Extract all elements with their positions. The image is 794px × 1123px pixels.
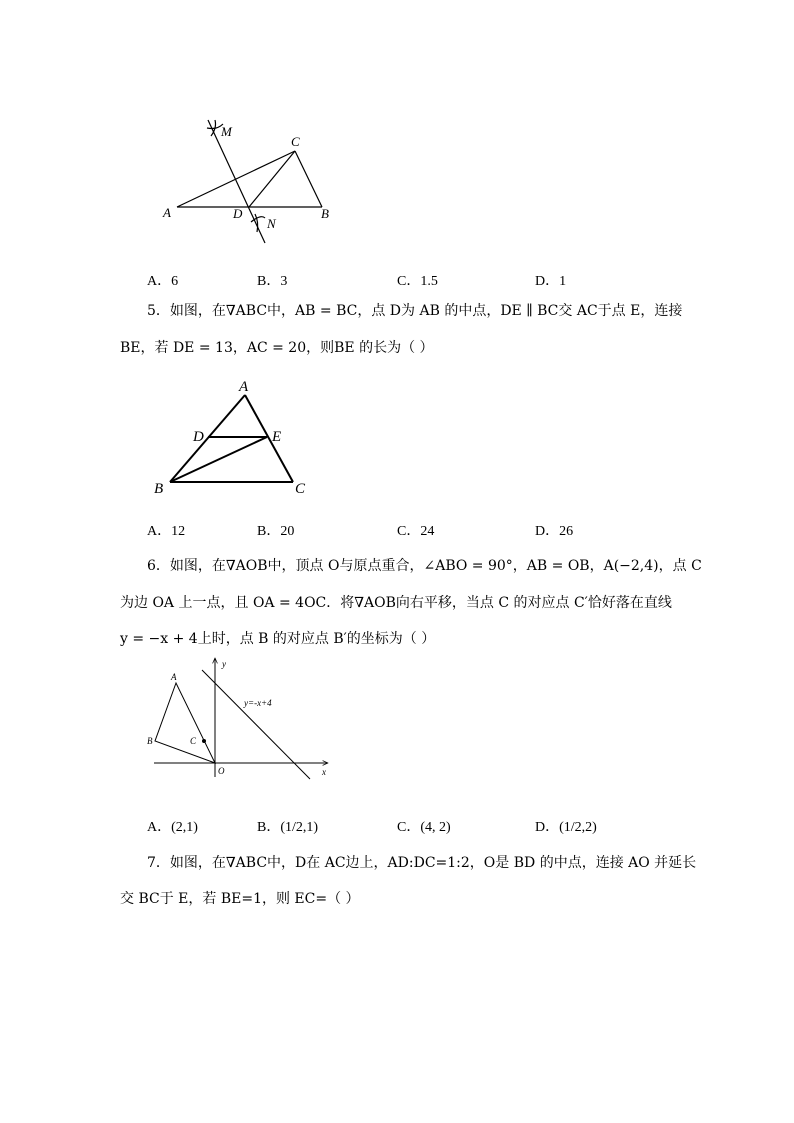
q5-text-line1: 5．如图，在∇ABC中，AB = BC，点 D为 AB 的中点，DE ∥ BC交 AC于点 E，连接 xyxy=(147,303,683,319)
label-d: D xyxy=(193,429,204,445)
label-x: x xyxy=(322,767,326,777)
triangle-aob xyxy=(155,683,215,763)
point-c xyxy=(202,739,206,743)
q6-text-line2: 为边 OA 上一点，且 OA = 4OC．将∇AOB向右平移，当点 C 的对应点 C′恰好落在直线 xyxy=(120,595,672,611)
q6-option-d: D．(1/2,2) xyxy=(535,820,597,835)
label-e: E xyxy=(272,429,282,445)
label-y: y xyxy=(222,659,226,669)
label-c: C xyxy=(190,736,197,746)
q4-option-a: A．6 xyxy=(147,274,179,289)
label-c: C xyxy=(295,481,306,497)
label-a: A xyxy=(163,205,171,220)
segment-cd xyxy=(249,151,295,207)
q5-text-line2: BE，若 DE = 13，AC = 20，则BE 的长为（ ） xyxy=(120,340,434,356)
segment-be xyxy=(170,437,267,482)
figure-q5 xyxy=(150,375,320,500)
q6-option-a: A．(2,1) xyxy=(147,820,198,835)
label-n: N xyxy=(267,216,276,231)
label-b: B xyxy=(154,481,164,497)
label-b: B xyxy=(147,736,153,746)
line-label: y=-x+4 xyxy=(244,698,272,708)
q7-text-line1: 7．如图，在∇ABC中，D在 AC边上，AD:DC=1:2，O是 BD 的中点，连接 AO 并延长 xyxy=(147,855,697,871)
q4-option-b: B．3 xyxy=(257,274,288,289)
q5-option-b: B．20 xyxy=(257,524,295,539)
q7-text-line2: 交 BC于 E，若 BE=1，则 EC=（ ） xyxy=(120,891,360,907)
label-d: D xyxy=(233,206,243,221)
label-c: C xyxy=(291,134,300,149)
figure-q6 xyxy=(140,652,340,782)
side-ab xyxy=(170,395,245,482)
label-a: A xyxy=(171,672,177,682)
q4-option-d: D．1 xyxy=(535,274,567,289)
label-o: O xyxy=(218,766,225,776)
q4-option-c: C．1.5 xyxy=(397,274,438,289)
label-b: B xyxy=(321,206,329,221)
q5-option-d: D．26 xyxy=(535,524,574,539)
q5-option-a: A．12 xyxy=(147,524,186,539)
q6-option-b: B．(1/2,1) xyxy=(257,820,319,835)
perpendicular-bisector-mn xyxy=(208,120,265,243)
label-m: M xyxy=(221,124,232,139)
segment-cb xyxy=(295,151,322,207)
label-a: A xyxy=(239,379,249,395)
q6-text-line3: y = −x + 4上时，点 B 的对应点 B′的坐标为（ ） xyxy=(120,631,436,647)
side-ac xyxy=(245,395,293,482)
figure-q4 xyxy=(155,110,355,250)
q6-option-c: C．(4, 2) xyxy=(397,820,451,835)
q5-option-c: C．24 xyxy=(397,524,435,539)
q6-text-line1: 6．如图，在∇AOB中，顶点 O与原点重合，∠ABO = 90°，AB = OB，A(−2,4)，点 C xyxy=(147,558,702,574)
